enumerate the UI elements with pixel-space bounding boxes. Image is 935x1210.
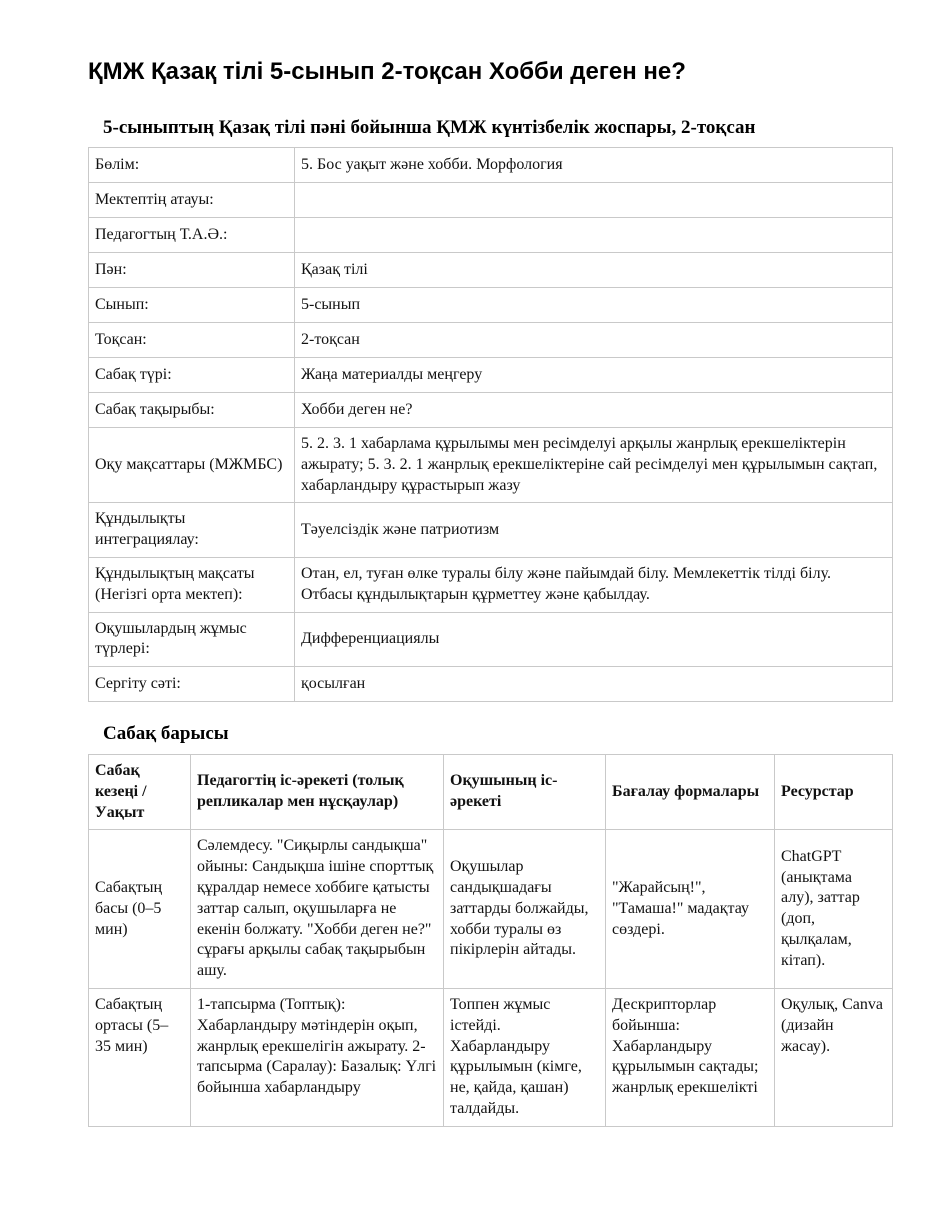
cell-teacher-actions: 1-тапсырма (Топтық): Хабарландыру мәтіндерін оқып, жанрлық ерекшелігін ажырату. 2-тапсырма (Саралау): Базалық: Үлгі бойынша хабарландыру — [191, 988, 444, 1126]
lesson-table — [88, 754, 893, 1127]
info-row-warmup — [89, 667, 893, 702]
cell-stage: Сабақтың басы (0–5 мин) — [89, 830, 191, 989]
header-resources: Ресурстар — [775, 755, 893, 830]
info-value: 2-тоқсан — [295, 323, 893, 358]
info-row-objectives — [89, 428, 893, 503]
info-value: Қазақ тілі — [295, 253, 893, 288]
info-label: Педагогтың Т.А.Ә.: — [89, 218, 295, 253]
plan-info-table — [88, 147, 893, 702]
info-value: қосылған — [295, 667, 893, 702]
info-label: Пән: — [89, 253, 295, 288]
info-label: Тоқсан: — [89, 323, 295, 358]
info-row-school — [89, 183, 893, 218]
info-value: Жаңа материалды меңгеру — [295, 358, 893, 393]
info-row-subject — [89, 253, 893, 288]
info-value: Отан, ел, туған өлке туралы білу және пайымдай білу. Мемлекеттік тілді білу. Отбасы құндылықтарын құрметтеу және қабылдау. — [295, 557, 893, 612]
header-assessment: Бағалау формалары — [606, 755, 775, 830]
info-row-lesson-type — [89, 358, 893, 393]
cell-teacher-actions: Сәлемдесу. "Сиқырлы сандықша" ойыны: Сандықша ішіне спорттық құралдар немесе хоббиге қатысты заттар салып, оқушыларға не екенін болжату. "Хобби деген не?" сұрағы арқылы сабақ тақырыбын ашу. — [191, 830, 444, 989]
info-label: Оқушылардың жұмыс түрлері: — [89, 612, 295, 667]
header-stage: Сабақ кезеңі / Уақыт — [89, 755, 191, 830]
info-row-values-goal — [89, 557, 893, 612]
cell-stage: Сабақтың ортасы (5–35 мин) — [89, 988, 191, 1126]
info-value: 5. Бос уақыт және хобби. Морфология — [295, 148, 893, 183]
info-row-grade — [89, 288, 893, 323]
info-label: Сынып: — [89, 288, 295, 323]
lesson-row-middle — [89, 988, 893, 1126]
page-title: ҚМЖ Қазақ тілі 5-сынып 2-тоқсан Хобби деген не? — [88, 58, 686, 85]
info-label: Құндылықты интеграциялау: — [89, 503, 295, 558]
info-value — [295, 218, 893, 253]
info-value — [295, 183, 893, 218]
info-label: Сабақ тақырыбы: — [89, 393, 295, 428]
lesson-section-title: Сабақ барысы — [103, 723, 229, 744]
info-row-quarter — [89, 323, 893, 358]
cell-assessment: Дескрипторлар бойынша: Хабарландыру құрылымын сақтады; жанрлық ерекшелікті — [606, 988, 775, 1126]
plan-title: 5-сыныптың Қазақ тілі пәні бойынша ҚМЖ күнтізбелік жоспары, 2-тоқсан — [103, 117, 756, 138]
cell-resources: ChatGPT (анықтама алу), заттар (доп, қылқалам, кітап). — [775, 830, 893, 989]
info-value: 5-сынып — [295, 288, 893, 323]
info-row-section — [89, 148, 893, 183]
info-value: Хобби деген не? — [295, 393, 893, 428]
info-label: Оқу мақсаттары (МЖМБС) — [89, 428, 295, 503]
info-label: Бөлім: — [89, 148, 295, 183]
info-row-work-types — [89, 612, 893, 667]
cell-student-actions: Оқушылар сандықшадағы заттарды болжайды, хобби туралы өз пікірлерін айтады. — [444, 830, 606, 989]
lesson-header-row — [89, 755, 893, 830]
cell-student-actions: Топпен жұмыс істейді. Хабарландыру құрылымын (кімге, не, қайда, қашан) талдайды. — [444, 988, 606, 1126]
info-value: Тәуелсіздік және патриотизм — [295, 503, 893, 558]
info-row-lesson-topic — [89, 393, 893, 428]
info-value: Дифференциациялы — [295, 612, 893, 667]
info-value: 5. 2. 3. 1 хабарлама құрылымы мен ресімделуі арқылы жанрлық ерекшеліктерін ажырату; 5. 3. 2. 1 жанрлық ерекшеліктеріне сай ресімделуі мен құрылымын сақтап, хабарландыру құрастырып жазу — [295, 428, 893, 503]
info-row-teacher — [89, 218, 893, 253]
info-label: Мектептің атауы: — [89, 183, 295, 218]
header-student-actions: Оқушының іс-әрекеті — [444, 755, 606, 830]
cell-resources: Оқулық, Canva (дизайн жасау). — [775, 988, 893, 1126]
cell-assessment: "Жарайсың!", "Тамаша!" мадақтау сөздері. — [606, 830, 775, 989]
info-label: Сергіту сәті: — [89, 667, 295, 702]
header-teacher-actions: Педагогтің іс-әрекеті (толық репликалар мен нұсқаулар) — [191, 755, 444, 830]
info-row-values — [89, 503, 893, 558]
info-label: Сабақ түрі: — [89, 358, 295, 393]
info-label: Құндылықтың мақсаты (Негізгі орта мектеп): — [89, 557, 295, 612]
lesson-row-start — [89, 830, 893, 989]
